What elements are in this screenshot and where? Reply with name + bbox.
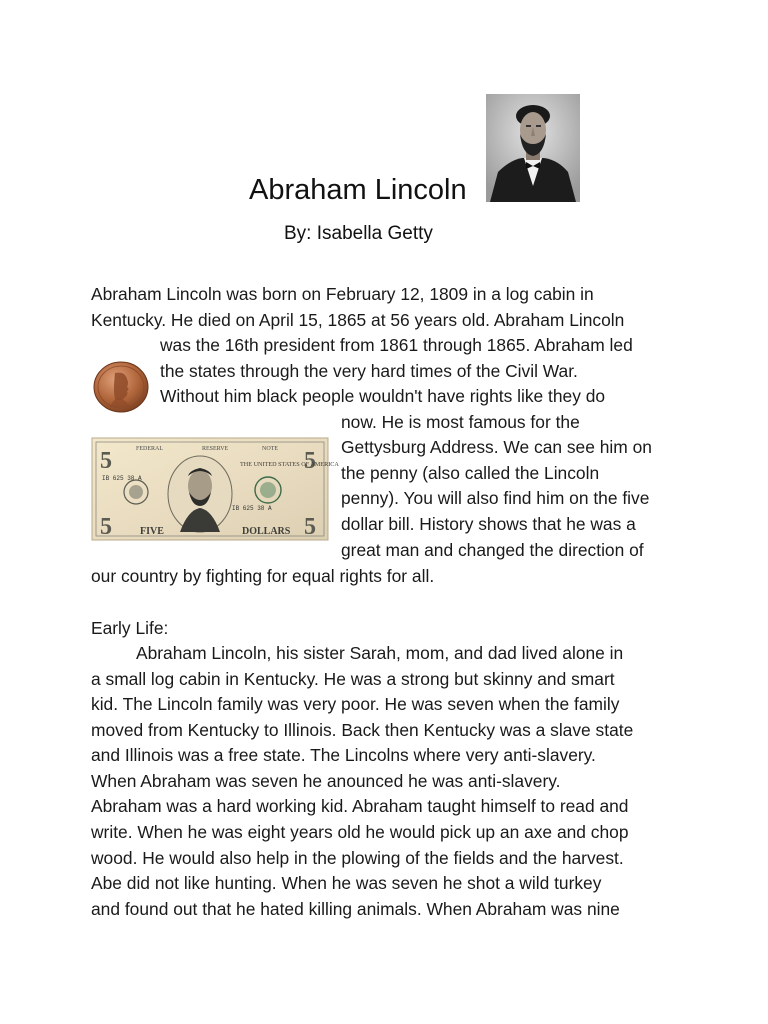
svg-text:5: 5 <box>100 448 112 474</box>
svg-text:FEDERAL: FEDERAL <box>136 446 163 452</box>
early-life-line: and Illinois was a free state. The Lincolns where very anti-slavery. <box>91 745 596 765</box>
svg-text:FIVE: FIVE <box>140 526 164 537</box>
svg-text:IB 625 38 A: IB 625 38 A <box>232 505 272 512</box>
early-life-line: kid. The Lincoln family was very poor. He was seven when the family <box>91 694 620 714</box>
intro-line: great man and changed the direction of <box>341 540 644 560</box>
svg-text:NOTE: NOTE <box>262 446 278 452</box>
svg-text:DOLLARS: DOLLARS <box>242 526 291 537</box>
early-life-line: Abraham Lincoln, his sister Sarah, mom, and dad lived alone in <box>136 643 624 663</box>
svg-text:IB 625 38 A: IB 625 38 A <box>102 475 142 482</box>
svg-text:RESERVE: RESERVE <box>202 446 229 452</box>
intro-line: Gettysburg Address. We can see him on <box>341 437 652 457</box>
early-life-line: and found out that he hated killing animals. When Abraham was nine <box>91 899 620 919</box>
intro-line: Kentucky. He died on April 15, 1865 at 56 years old. Abraham Lincoln <box>91 310 625 330</box>
early-life-line: moved from Kentucky to Illinois. Back then Kentucky was a slave state <box>91 720 634 740</box>
intro-line: the penny (also called the Lincoln <box>341 463 600 483</box>
byline: By: Isabella Getty <box>284 223 433 244</box>
early-life-line: Abe did not like hunting. When he was seven he shot a wild turkey <box>91 873 602 893</box>
lincoln-penny-image <box>93 361 149 413</box>
svg-text:THE UNITED STATES OF AMERICA: THE UNITED STATES OF AMERICA <box>240 461 339 468</box>
intro-line: Abraham Lincoln was born on February 12, 1809 in a log cabin in <box>91 284 594 304</box>
intro-line: was the 16th president from 1861 through 1865. Abraham led <box>160 335 633 355</box>
early-life-line: Abraham was a hard working kid. Abraham taught himself to read and <box>91 796 629 816</box>
intro-line: penny). You will also find him on the five <box>341 488 650 508</box>
lincoln-portrait-image <box>486 94 580 202</box>
intro-line: the states through the very hard times of the Civil War. <box>160 361 578 381</box>
early-life-line: a small log cabin in Kentucky. He was a strong but skinny and smart <box>91 669 615 689</box>
early-life-line: write. When he was eight years old he would pick up an axe and chop <box>91 822 629 842</box>
intro-line: dollar bill. History shows that he was a <box>341 514 636 534</box>
svg-text:5: 5 <box>304 514 316 540</box>
early-life-line: When Abraham was seven he anounced he was anti-slavery. <box>91 771 561 791</box>
five-dollar-bill-image <box>92 438 339 540</box>
intro-line: now. He is most famous for the <box>341 412 580 432</box>
intro-line: our country by fighting for equal rights for all. <box>91 566 435 586</box>
early-life-line: wood. He would also help in the plowing of the fields and the harvest. <box>91 848 624 868</box>
document-title: Abraham Lincoln <box>249 174 467 206</box>
svg-text:5: 5 <box>304 448 316 474</box>
section-heading-early-life: Early Life: <box>91 618 169 638</box>
intro-line: Without him black people wouldn't have rights like they do <box>160 386 606 406</box>
svg-text:5: 5 <box>100 514 112 540</box>
